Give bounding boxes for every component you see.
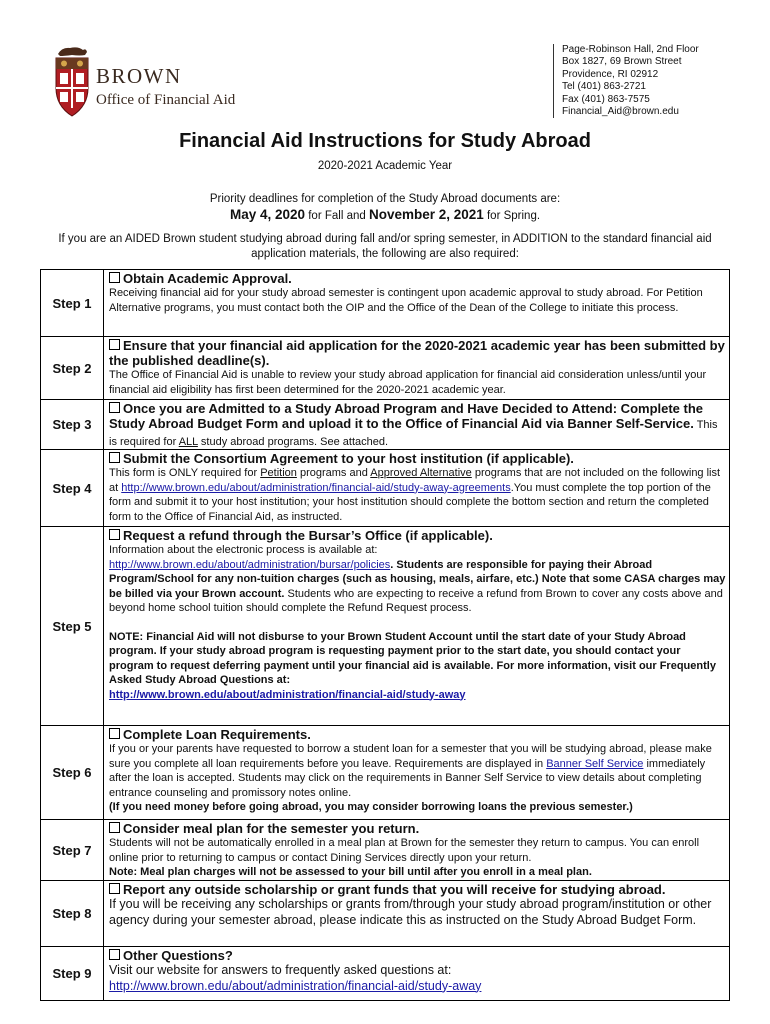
body-text-underline: ALL xyxy=(178,435,198,448)
table-row xyxy=(41,726,730,820)
checkbox-icon xyxy=(109,949,120,960)
bold-text: Note: Meal plan charges will not be assessed to your bill until after you enroll in a meal plan. xyxy=(109,866,592,878)
body-text: .You must complete the top portion of the form and submit it to your host institution; your host institution should complete the bottom section and return the completed form to the Office of Financial Aid, as instructed. xyxy=(109,481,711,523)
step-label: Step 4 xyxy=(41,450,104,527)
body-text: programs that are not included on the following list at xyxy=(109,467,721,494)
step-body xyxy=(109,543,726,616)
address-line: Box 1827, 69 Brown Street xyxy=(562,56,682,68)
step-label: Step 2 xyxy=(41,337,104,400)
table-row xyxy=(41,337,730,400)
body-text: If you or your parents have requested to borrow a student loan for a semester that you will be studying abroad, please make sure you complete all loan requirements before you leave. Requirements are displayed in xyxy=(109,743,712,770)
page-title: Financial Aid Instructions for Study Abroad xyxy=(179,130,591,152)
step-body xyxy=(109,836,726,880)
step-label: Step 5 xyxy=(41,527,104,726)
step-body: If you will be receiving any scholarships or grants from/through your study abroad program/institution or other agency during your semester abroad, please indicate this as instructed on the Study Abroad Budget Form. xyxy=(109,897,712,927)
step-heading xyxy=(109,528,726,543)
approved-alternative-link[interactable]: Approved Alternative xyxy=(370,467,472,479)
step-label: Step 8 xyxy=(41,881,104,947)
step-label: Step 6 xyxy=(41,726,104,820)
heading-text: Once you are Admitted to a Study Abroad Program and Have Decided to Attend: Complete the Study Abroad Budget Form and upload it to the Office of Financial Aid via Banner Self-Service. xyxy=(109,401,704,431)
table-row xyxy=(41,527,730,726)
step-content xyxy=(104,527,730,726)
step-heading xyxy=(109,451,726,466)
step-heading xyxy=(109,401,726,449)
step-content xyxy=(104,400,730,450)
checkbox-icon xyxy=(109,339,120,350)
body-text: Students who are expecting to receive a refund from Brown to cover any costs above and beyond home school tuition should complete the Refund Request process. xyxy=(109,587,723,614)
intro-text: If you are an AIDED Brown student studying abroad during fall and/or spring semester, in ADDITION to the standard financial aid application materials, the following are also required: xyxy=(58,233,712,260)
table-row xyxy=(41,270,730,337)
body-text: programs and xyxy=(296,467,371,479)
checkbox-icon xyxy=(109,883,120,894)
step-heading xyxy=(109,882,726,897)
heading-text: Report any outside scholarship or grant funds that you will receive for studying abroad. xyxy=(123,882,666,897)
study-away-faq-link[interactable]: http://www.brown.edu/about/administration/financial-aid/study-away xyxy=(109,688,466,701)
body-text: Visit our website for answers to frequently asked questions at: xyxy=(109,963,452,977)
step-heading xyxy=(109,338,726,368)
academic-year: 2020-2021 Academic Year xyxy=(317,160,453,172)
address-line: Fax (401) 863-7575 xyxy=(562,93,650,105)
office-name: Office of Financial Aid xyxy=(96,92,236,108)
step-content xyxy=(104,881,730,947)
note-text: NOTE: Financial Aid will not disburse to your Brown Student Account until the start date of your Study Abroad program. If your study abroad program is requesting payment prior to the start date, you should contact your program to request deferring payment until your financial aid is available. For more information, visit our Frequently Asked Study Abroad Questions at: xyxy=(109,630,716,686)
address-line: Providence, RI 02912 xyxy=(562,68,659,80)
step-label: Step 9 xyxy=(41,947,104,1001)
step-content xyxy=(104,270,730,337)
bold-text: . Students are responsible for paying their Abroad Program/School for any non-tuition charges (such as housing, meals, airfare, etc.) Note that some CASA charges may be billed via your Brown account. xyxy=(109,558,726,600)
address-block xyxy=(553,44,699,118)
step-body xyxy=(109,963,726,994)
address-email: Financial_Aid@brown.edu xyxy=(562,106,679,118)
heading-text: Ensure that your financial aid application for the 2020-2021 academic year has been submitted by the published deadline(s). xyxy=(109,338,725,368)
spring-deadline: November 2, 2021 xyxy=(368,207,484,222)
deadline-text: for Spring. xyxy=(483,210,541,222)
step-body xyxy=(109,466,726,524)
study-away-link[interactable]: http://www.brown.edu/about/administration/financial-aid/study-away xyxy=(109,978,482,993)
step-body xyxy=(109,742,726,815)
petition-link[interactable]: Petition xyxy=(260,467,297,479)
step-label: Step 3 xyxy=(41,400,104,450)
fall-deadline: May 4, 2020 xyxy=(229,207,306,222)
heading-text: Submit the Consortium Agreement to your host institution (if applicable). xyxy=(123,451,574,466)
heading-text: Complete Loan Requirements. xyxy=(123,727,311,742)
checkbox-icon xyxy=(109,272,120,283)
step-heading xyxy=(109,821,726,836)
step-note xyxy=(109,630,726,703)
step-heading xyxy=(109,271,726,286)
step-content xyxy=(104,726,730,820)
table-row xyxy=(41,820,730,881)
bold-text: (If you need money before going abroad, you may consider borrowing loans the previous semester.) xyxy=(109,801,633,813)
body-text: immediately after the loan is accepted. Students may click on the requirements in Banner Self Service to view details about completing entrance counseling and promissory notes online. xyxy=(109,757,706,799)
body-text: Information about the electronic process is available at: xyxy=(109,544,378,556)
checkbox-icon xyxy=(109,452,120,463)
checkbox-icon xyxy=(109,728,120,739)
heading-text: Request a refund through the Bursar’s Office (if applicable). xyxy=(123,528,493,543)
step-heading xyxy=(109,727,726,742)
table-row xyxy=(41,947,730,1001)
table-row xyxy=(41,450,730,527)
checkbox-icon xyxy=(109,529,120,540)
body-text-post: study abroad programs. See attached. xyxy=(197,435,389,448)
brown-crest-logo xyxy=(52,44,92,120)
heading-text: Consider meal plan for the semester you return. xyxy=(123,821,420,836)
priority-text: Priority deadlines for completion of the Study Abroad documents are: xyxy=(209,193,561,205)
step-content xyxy=(104,947,730,1001)
table-row xyxy=(41,400,730,450)
step-content xyxy=(104,337,730,400)
heading-text: Obtain Academic Approval. xyxy=(123,271,292,286)
steps-table xyxy=(40,269,730,1001)
body-text: Students will not be automatically enrolled in a meal plan at Brown for the semester they return to campus. You can enroll online prior to returning to campus or contact Dining Services directly upon your return. xyxy=(109,837,700,864)
step-body: The Office of Financial Aid is unable to review your study abroad application for financial aid consideration unless/until your financial aid eligibility has first been determined for the 2020-2021 academic year. xyxy=(109,369,707,396)
step-content xyxy=(104,450,730,527)
checkbox-icon xyxy=(109,822,120,833)
body-text: This form is ONLY required for xyxy=(109,467,261,479)
step-label: Step 1 xyxy=(41,270,104,337)
bursar-policies-link[interactable]: http://www.brown.edu/about/administration/bursar/policies xyxy=(109,558,391,571)
body-text-pre: This is required for xyxy=(109,419,718,448)
step-content xyxy=(104,820,730,881)
checkbox-icon xyxy=(109,402,120,413)
brand-name: BROWN xyxy=(96,64,182,88)
address-line: Page-Robinson Hall, 2nd Floor xyxy=(562,44,699,55)
deadline-text: for Fall and xyxy=(305,210,369,222)
step-heading xyxy=(109,948,726,963)
banner-self-service-link[interactable]: Banner Self Service xyxy=(546,757,644,770)
deadlines xyxy=(0,207,770,222)
step-label: Step 7 xyxy=(41,820,104,881)
address-line: Tel (401) 863-2721 xyxy=(562,81,646,93)
heading-text: Other Questions? xyxy=(123,948,233,963)
study-away-agreements-link[interactable]: http://www.brown.edu/about/administration/financial-aid/study-away-agreements xyxy=(121,481,511,494)
table-row xyxy=(41,881,730,947)
step-body: Receiving financial aid for your study abroad semester is contingent upon academic approval to study abroad. For Petition Alternative programs, you must contact both the OIP and the Office of the Dean of the College to initiate this process. xyxy=(109,287,703,314)
